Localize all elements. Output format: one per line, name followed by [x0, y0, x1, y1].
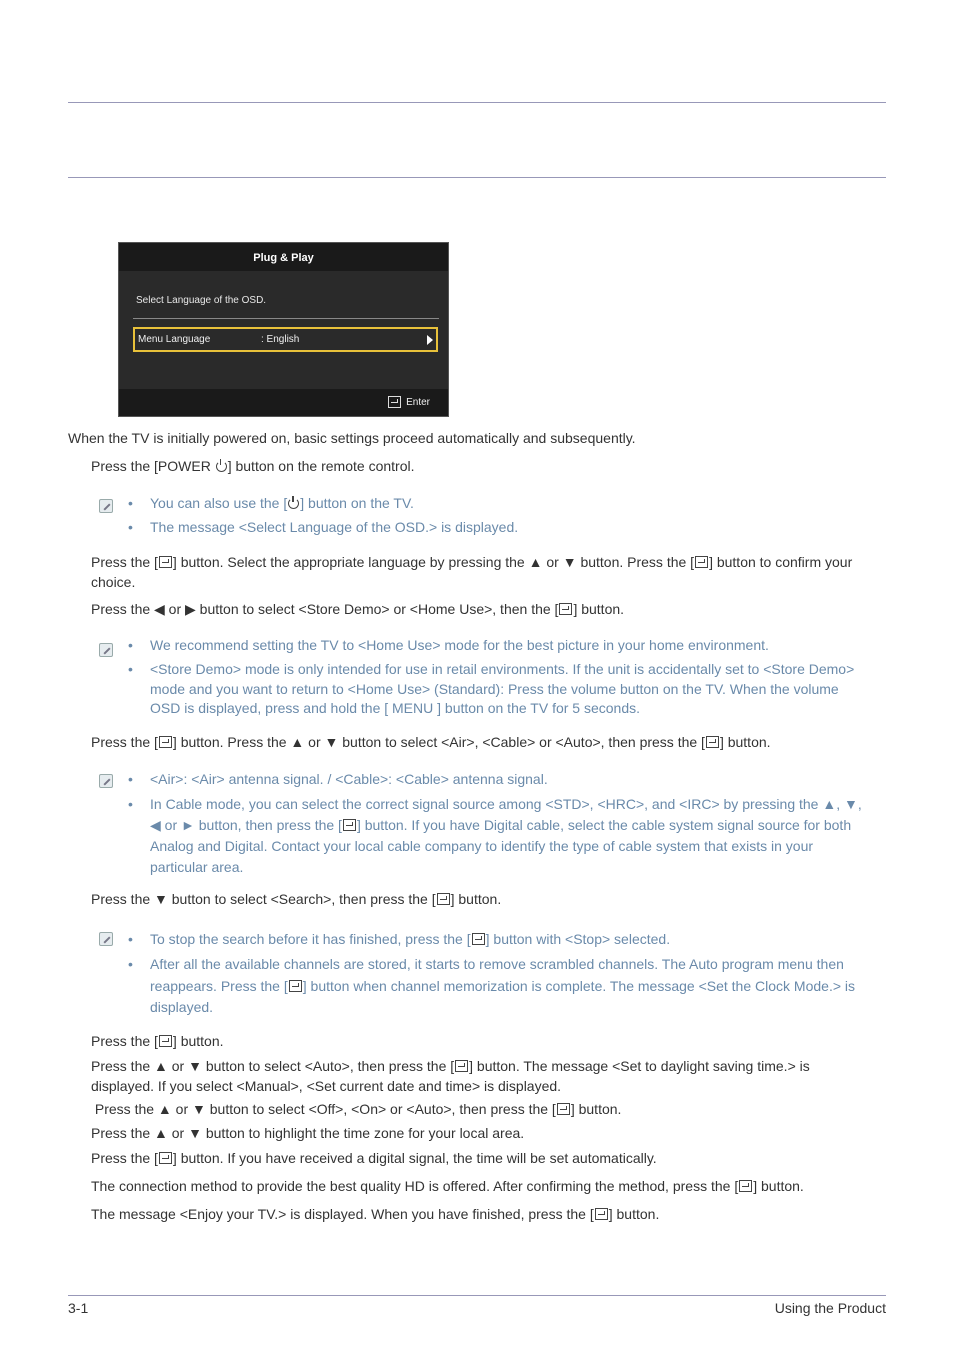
list-item: • After all the available channels are stored, it starts to remove scrambled channels. The Auto program menu then reappears. Press the [ ] button when channel memorization is complete. The message <Set the Clock Mode.> is displayed.	[128, 956, 856, 1015]
enter-icon	[559, 603, 572, 615]
page-number: 3-1	[68, 1300, 89, 1316]
enter-icon	[437, 893, 450, 905]
power-icon	[216, 461, 227, 472]
osd-row-value: : English	[261, 334, 300, 345]
header-rule	[68, 177, 886, 178]
note-icon	[99, 643, 113, 657]
step-7: Press the ▲ or ▼ button to select <Auto>, then press the [ ] button. The message <Set to daylight saving time.> is displayed. If you select <Manual>, <Set current date and time> is displayed.	[91, 1058, 810, 1094]
step-5: Press the ▼ button to select <Search>, then press the [ ] button.	[91, 891, 502, 907]
osd-enter-label: Enter	[406, 396, 430, 408]
section-title: Using the Product	[774, 1300, 886, 1316]
enter-icon	[695, 556, 708, 568]
enter-icon	[472, 933, 485, 945]
note-4	[128, 930, 883, 1019]
enter-icon	[706, 736, 719, 748]
enter-icon	[455, 1060, 468, 1072]
osd-screenshot	[118, 242, 449, 417]
osd-subtitle: Select Language of the OSD.	[136, 295, 267, 306]
note-3	[128, 770, 883, 878]
step-11: The connection method to provide the best quality HD is offered. After confirming the method, press the [ ] button.	[91, 1178, 804, 1194]
footer-rule	[68, 1295, 886, 1296]
step-1	[91, 457, 414, 477]
list-item: • To stop the search before it has finished, press the [ ] button with <Stop> selected.	[128, 931, 671, 947]
note-icon	[99, 932, 113, 946]
note-icon	[99, 499, 113, 513]
triangle-right-icon	[427, 335, 433, 345]
note-1	[128, 494, 883, 538]
list-item: • We recommend setting the TV to <Home Use> mode for the best picture in your home environment.	[128, 637, 769, 653]
step-9: Press the ▲ or ▼ button to highlight the time zone for your local area.	[91, 1125, 525, 1141]
enter-icon	[595, 1208, 608, 1220]
list-item: • In Cable mode, you can select the correct signal source among <STD>, <HRC>, and <IRC> by pressing the ▲, ▼, ◀ or ► button, then press the [ ] button. If you have Digital cable, select the cable system signal source for both Analog and Digital. Contact your local cable company to identify the type of cable system that exists in your particular area.	[128, 796, 862, 875]
osd-row-label: Menu Language	[138, 334, 211, 345]
enter-icon	[159, 556, 172, 568]
note-icon	[99, 774, 113, 788]
step-10: Press the [ ] button. If you have received a digital signal, the time will be set automatically.	[91, 1150, 657, 1166]
step-3: Press the ◀ or ▶ button to select <Store Demo> or <Home Use>, then the [ ] button.	[91, 601, 625, 617]
enter-icon	[159, 1152, 172, 1164]
enter-icon	[739, 1180, 752, 1192]
enter-icon	[343, 819, 356, 831]
step-6: Press the [ ] button.	[91, 1033, 224, 1049]
step-4: Press the [ ] button. Press the ▲ or ▼ button to select <Air>, <Cable> or <Auto>, then press the [ ] button.	[91, 734, 771, 750]
enter-icon	[159, 736, 172, 748]
top-rule	[68, 102, 886, 103]
enter-icon	[388, 396, 401, 408]
osd-title: Plug & Play	[119, 243, 448, 271]
enter-icon	[289, 980, 302, 992]
enter-icon	[159, 1035, 172, 1047]
osd-divider	[133, 318, 439, 319]
list-item: • The message <Select Language of the OSD.> is displayed.	[128, 519, 519, 535]
osd-menu-language-row	[133, 327, 438, 352]
enter-icon	[557, 1103, 570, 1115]
step-8: Press the ▲ or ▼ button to select <Off>, <On> or <Auto>, then press the [ ] button.	[91, 1101, 622, 1117]
step-12: The message <Enjoy your TV.> is displayed. When you have finished, press the [ ] button.	[91, 1206, 660, 1222]
power-icon	[288, 498, 299, 509]
osd-enter-hint	[387, 396, 430, 408]
step-1-text-b: ] button on the remote control.	[227, 458, 415, 474]
list-item: • You can also use the [ ] button on the TV.	[128, 495, 414, 511]
list-item: • <Store Demo> mode is only intended for use in retail environments. If the unit is accidentally set to <Store Demo> mode and you want to return to <Home Use> (Standard): Press the volume button on the TV. When the volume OSD is displayed, press and hold the [ MENU ] button on the TV for 5 seconds.	[128, 661, 855, 716]
osd-footer	[119, 389, 448, 416]
step-1-text-a: Press the [POWER	[91, 458, 215, 474]
intro-text: When the TV is initially powered on, basic settings proceed automatically and subsequently.	[68, 430, 636, 446]
step-2: Press the [ ] button. Select the appropriate language by pressing the ▲ or ▼ button. Press the [ ] button to confirm your choice.	[91, 554, 853, 590]
note-2	[128, 636, 883, 719]
list-item: • <Air>: <Air> antenna signal. / <Cable>: <Cable> antenna signal.	[128, 771, 548, 787]
